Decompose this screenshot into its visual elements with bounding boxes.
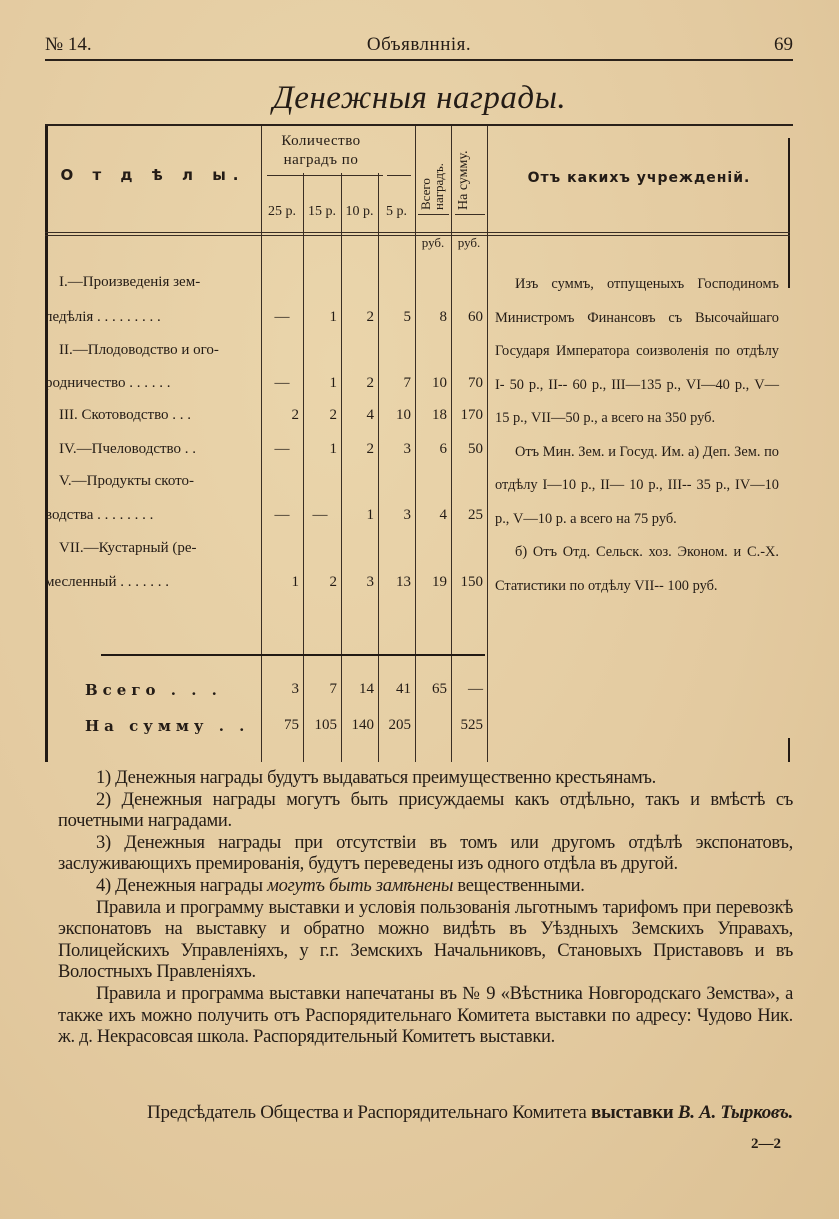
cell-r10: 3 <box>366 574 374 590</box>
header-underline <box>387 175 411 176</box>
source-ministry-agriculture: Отъ Мин. Зем. и Госуд. Им. а) Деп. Зем. по отдѣлу I—10 р., II— 10 р., III-- 35 р., IV—10 р., V—10 р. а всего на 75 руб. <box>495 443 779 527</box>
issue-number: № 14. <box>45 34 92 55</box>
col-sep <box>303 173 304 762</box>
header-double-rule <box>45 232 790 233</box>
cell-r15: 1 <box>329 309 337 325</box>
col-header-total-awards-text: Всего наградъ. <box>418 163 446 210</box>
cell-r25: 2 <box>291 407 299 423</box>
row-label-line1: II.—Плодоводство и ого- <box>59 342 219 358</box>
cell-r5: 3 <box>403 441 411 457</box>
header-rule <box>45 59 793 61</box>
signature-text: Предсѣдатель Общества и Распорядительнаго Комитета <box>147 1102 587 1123</box>
signature <box>58 1102 793 1124</box>
col-header-sources: Отъ какихъ учрежденій. <box>527 170 751 186</box>
totals-rule <box>101 654 485 656</box>
col-sep <box>378 173 379 762</box>
cell-r10: 2 <box>366 309 374 325</box>
note-program: Правила и программа выставки напечатаны въ № 9 «Вѣстника Новгородскаго Земства», а также ихъ можно получить отъ Распорядительнаго Комитета выставки по адресу: Чудово Ник. ж. д. Некрасовсая школа. Распорядительный Комитетъ выставки. <box>58 983 793 1048</box>
cell-r15: — <box>312 507 328 523</box>
note-1: 1) Денежныя награды будутъ выдаваться преимущественно крестьянамъ. <box>96 768 656 788</box>
row-label-line2: водства . . . . . . . . <box>45 507 154 523</box>
cell-r5: 13 <box>396 574 411 590</box>
cell-r15: 1 <box>329 375 337 391</box>
col-header-10: 10 р. <box>345 204 374 219</box>
page-title: Денежныя награды. <box>272 80 567 116</box>
cell-r5: 10 <box>396 407 411 423</box>
running-head <box>45 34 793 58</box>
table-right-border-lower <box>788 738 790 762</box>
cell-r10: 2 <box>366 375 374 391</box>
totals-cell-r15: 7 <box>329 681 337 697</box>
cell-r25: — <box>274 441 290 457</box>
notes <box>58 768 793 1049</box>
source-ministry-finance: Изъ суммъ, отпущеныхъ Господиномъ Министромъ Финансовъ съ Высочайшаго Государя Императора соизволенія по отдѣлу I- 50 р., II-- 60 р., III—135 р., VI—40 р., V—15 р., VII—50 р., а всего на 350 руб. <box>495 276 779 426</box>
cell-r25: — <box>274 309 290 325</box>
col-sep <box>341 173 342 762</box>
cell-r10: 2 <box>366 441 374 457</box>
cell-r25: — <box>274 507 290 523</box>
col-header-sum: На сумму. <box>456 150 471 210</box>
note-4 <box>58 876 793 898</box>
signature-bold-word: выставки <box>591 1102 674 1123</box>
cell-r25: 1 <box>291 574 299 590</box>
col-unit-sum: руб. <box>457 235 481 250</box>
note-3: 3) Денежныя награды при отсутствіи въ томъ или другомъ отдѣлѣ экспонатовъ, заслуживающихъ премированія, будутъ переведены изъ одного отдѣла въ другой. <box>58 832 793 875</box>
header-underline <box>267 175 383 176</box>
row-label-line2: III. Скотоводство . . . <box>59 407 192 423</box>
cell-r5: 3 <box>403 507 411 523</box>
sources-column <box>495 268 779 603</box>
table-left-border <box>45 126 48 762</box>
cell-total: 6 <box>439 441 447 457</box>
note-4-post: вещественными. <box>453 875 585 896</box>
row-label-line1: V.—Продукты ското- <box>59 473 194 489</box>
col-header-15: 15 р. <box>308 204 336 219</box>
cell-r5: 5 <box>403 309 411 325</box>
totals-cell-r25: 3 <box>291 681 299 697</box>
source-dept-economy: б) Отъ Отд. Сельск. хоз. Эконом. и С.-Х. Статистики по отдѣлу VII-- 100 руб. <box>495 544 779 594</box>
col-header-quantity: Количество наградъ по <box>281 133 361 168</box>
cell-r10: 4 <box>366 407 374 423</box>
col-unit-total: руб. <box>421 235 445 250</box>
signature-name: В. А. Тырковъ. <box>677 1102 793 1123</box>
cell-total: 4 <box>439 507 447 523</box>
cell-sum: 150 <box>460 574 483 590</box>
section-title: Объявлннія. <box>366 34 472 55</box>
cell-sum: 50 <box>468 441 483 457</box>
cell-sum: 25 <box>468 507 483 523</box>
totals-cell-r5: 41 <box>396 681 411 697</box>
row-label-line1: VII.—Кустарный (ре- <box>59 540 197 556</box>
print-mark: 2—2 <box>751 1136 781 1152</box>
cell-sum: 170 <box>460 407 483 423</box>
page-number: 69 <box>774 34 793 55</box>
row-label-line1: I.—Произведенія зем- <box>59 274 201 290</box>
cell-r15: 1 <box>329 441 337 457</box>
note-2: 2) Денежныя награды могутъ быть присуждаемы какъ отдѣльно, такъ и вмѣстѣ съ почетными наградами. <box>58 789 793 832</box>
totals-cell-total: 65 <box>432 681 447 697</box>
col-header-5: 5 р. <box>386 204 407 219</box>
cell-r25: — <box>274 375 290 391</box>
totals-cell-sum: — <box>468 681 483 697</box>
sums-cell-r5: 205 <box>388 717 411 733</box>
totals-label: Всего . . . <box>85 681 222 699</box>
col-sep <box>487 126 488 762</box>
col-sep <box>261 126 262 762</box>
header-underline <box>418 214 449 215</box>
cell-total: 8 <box>439 309 447 325</box>
cell-sum: 70 <box>468 375 483 391</box>
sums-cell-r10: 140 <box>351 717 374 733</box>
note-4-italic: могутъ быть замѣнены <box>267 875 454 896</box>
sums-cell-sum: 525 <box>460 717 483 733</box>
cell-r5: 7 <box>403 375 411 391</box>
cell-r15: 2 <box>329 574 337 590</box>
note-rules: Правила и программу выставки и условія пользованія льготнымъ тарифомъ при перевозкѣ экспонатовъ на выставку и обратно можно видѣть въ Уѣздныхъ Земскихъ Управахъ, Полицейскихъ Управленіяхъ, у г.г. Земскихъ Начальниковъ, Становыхъ Приставовъ и въ Волостныхъ Правленіяхъ. <box>58 897 793 983</box>
col-header-departments: О т д ѣ л ы. <box>60 166 246 184</box>
row-label-line2: ледѣлія . . . . . . . . . <box>45 309 161 325</box>
sums-label: На сумму . . <box>85 717 250 735</box>
row-label-line2: IV.—Пчеловодство . . <box>59 441 197 457</box>
note-4-pre: 4) Денежныя награды <box>96 875 268 896</box>
col-header-total-awards <box>419 130 445 210</box>
cell-r15: 2 <box>329 407 337 423</box>
header-underline <box>455 214 485 215</box>
cell-total: 10 <box>432 375 447 391</box>
col-header-25: 25 р. <box>268 204 296 219</box>
row-label-line2: родничество . . . . . . <box>45 375 171 391</box>
cell-r10: 1 <box>366 507 374 523</box>
cell-total: 18 <box>432 407 447 423</box>
table-right-border <box>788 138 790 288</box>
totals-cell-r10: 14 <box>359 681 374 697</box>
sums-cell-r15: 105 <box>314 717 337 733</box>
cell-sum: 60 <box>468 309 483 325</box>
cell-total: 19 <box>432 574 447 590</box>
awards-table <box>45 126 790 762</box>
row-label-line2: месленный . . . . . . . <box>45 574 169 590</box>
sums-cell-r25: 75 <box>284 717 299 733</box>
